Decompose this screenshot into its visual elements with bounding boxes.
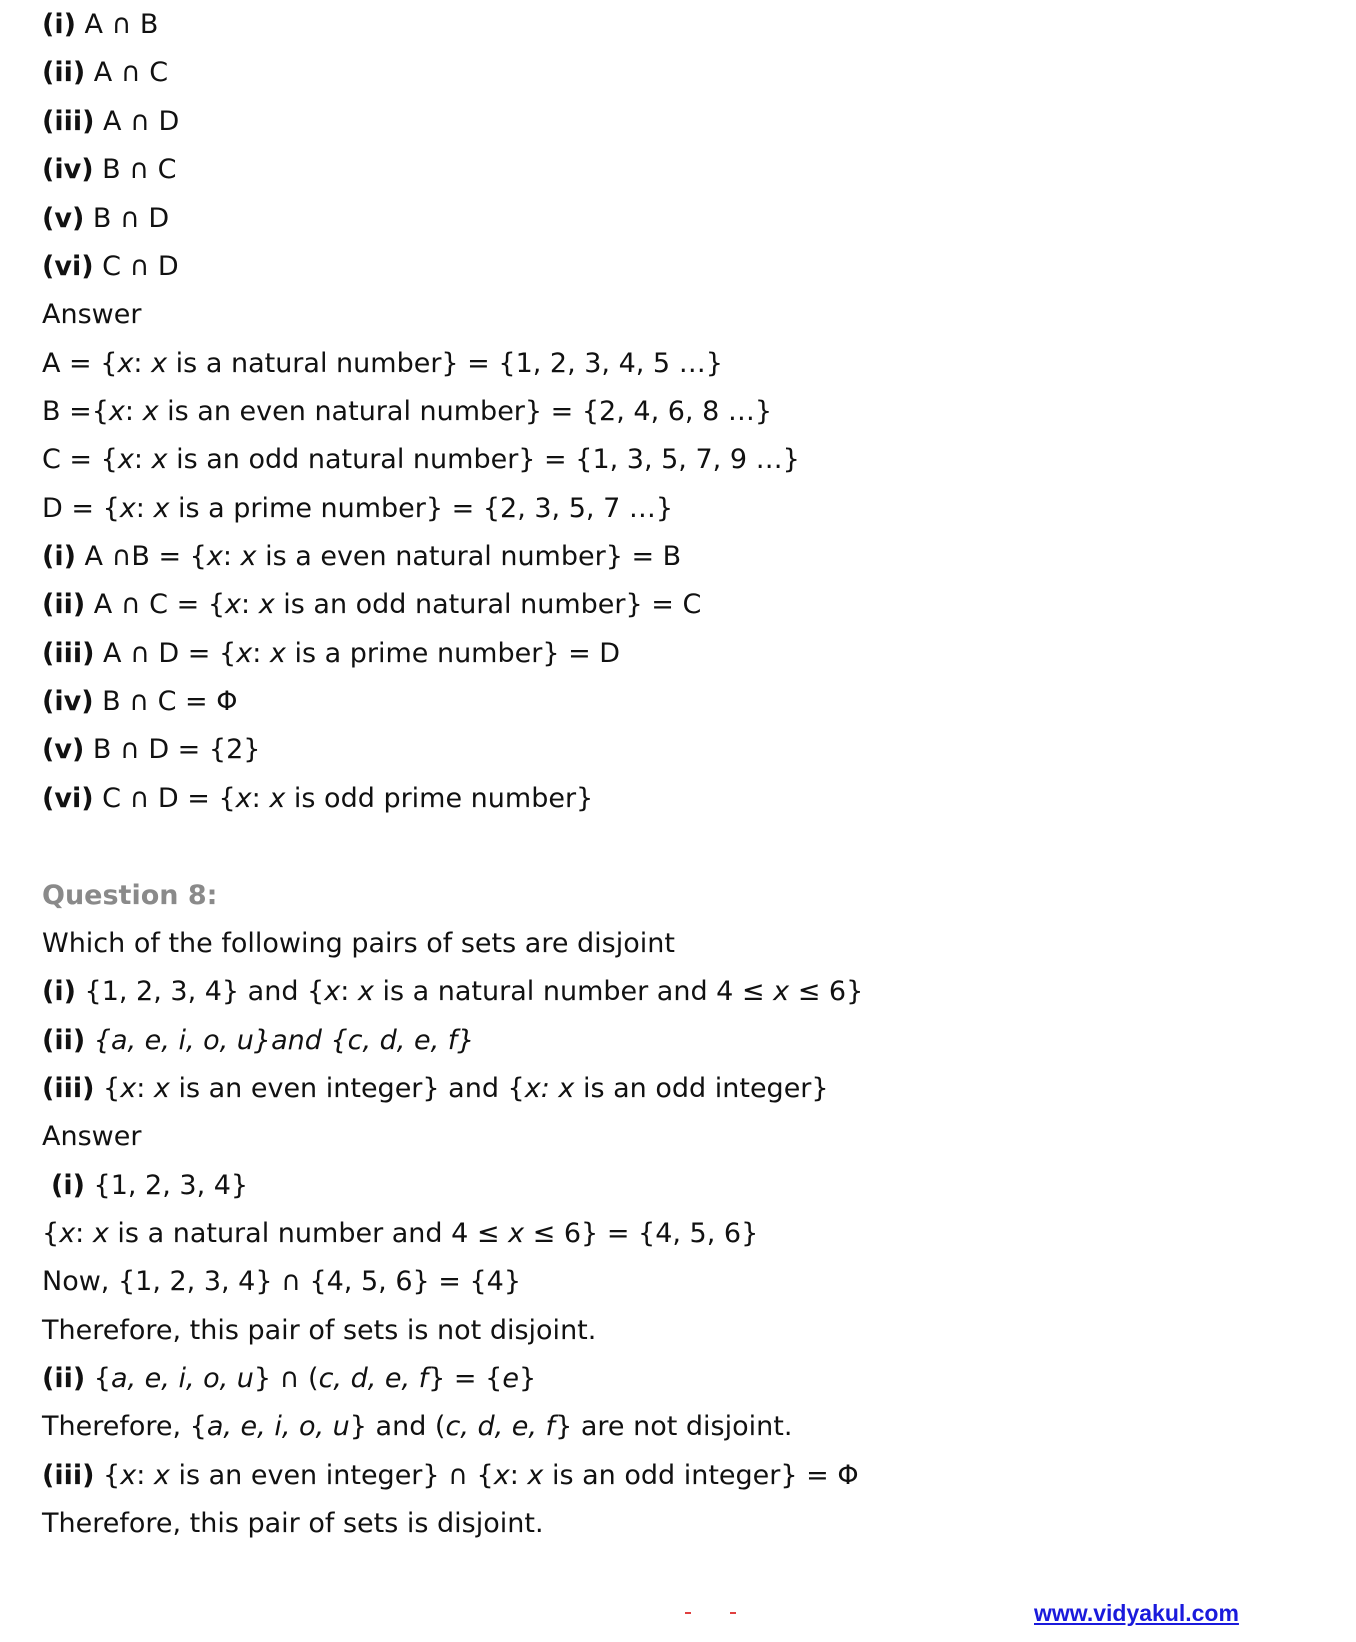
q7-solution-6	[42, 782, 593, 816]
def-sep: :	[124, 396, 143, 427]
sol-pre: A ∩B = {	[75, 541, 207, 572]
text: is an odd integer}	[574, 1073, 829, 1104]
q8-part-1	[42, 975, 863, 1009]
sol-label: (i)	[51, 1170, 85, 1201]
q8-solution-7	[42, 1459, 859, 1493]
text: } are not disjoint.	[555, 1411, 793, 1442]
sol-post: is a even natural number} = B	[256, 541, 682, 572]
q7-part-3	[42, 105, 179, 139]
text: is an even integer} ∩ {	[169, 1460, 494, 1491]
text: } ∩ (	[253, 1363, 319, 1394]
text: :	[340, 976, 358, 1007]
def-pre: B ={	[42, 396, 109, 427]
part-label: (vi)	[42, 251, 94, 282]
sol-mid: :	[252, 638, 270, 669]
def-pre: A = {	[42, 348, 118, 379]
def-var2: x	[151, 348, 168, 379]
sol-var: x	[225, 589, 241, 620]
set-def-a	[42, 347, 723, 381]
def-sep: :	[133, 348, 152, 379]
sol-var: x	[236, 638, 253, 669]
def-var: x	[117, 348, 134, 379]
q7-solution-4	[42, 685, 237, 719]
sol-pre: C ∩ D = {	[93, 783, 236, 814]
def-pre: D = {	[42, 493, 120, 524]
sol-mid: :	[251, 783, 270, 814]
var: c, d, e, f	[318, 1363, 429, 1394]
sol-mid: :	[241, 589, 259, 620]
sol-label: (v)	[42, 734, 85, 765]
text: is an odd integer} = Φ	[543, 1460, 859, 1491]
text: ≤ 6}	[789, 976, 864, 1007]
text: :	[136, 1073, 154, 1104]
var: x	[508, 1218, 525, 1249]
part-label: (i)	[42, 9, 76, 40]
decorative-mark	[685, 1612, 691, 1614]
var: x	[357, 976, 374, 1007]
var: x	[120, 1073, 137, 1104]
part-expr: A ∩ C	[93, 57, 169, 88]
sol-pre: B ∩ C = Φ	[93, 686, 238, 717]
def-sep: :	[133, 444, 152, 475]
sol-label: (ii)	[42, 1363, 86, 1394]
part-expr: C ∩ D	[102, 251, 179, 282]
q7-solution-2	[42, 588, 701, 622]
text: {	[85, 1363, 111, 1394]
footer-site-link[interactable]: www.vidyakul.com	[1034, 1600, 1239, 1626]
var: e	[502, 1363, 519, 1394]
sol-label: (iii)	[42, 638, 95, 669]
text: {	[42, 1218, 60, 1249]
text: is a natural number and 4 ≤	[373, 976, 774, 1007]
var: x	[59, 1218, 76, 1249]
var: a, e, i, o, u	[206, 1411, 350, 1442]
q7-part-1	[42, 8, 158, 42]
sol-label: (ii)	[42, 589, 86, 620]
text: :	[509, 1460, 528, 1491]
q8-solution-8: Therefore, this pair of sets is disjoint.	[42, 1508, 544, 1539]
part-label: (v)	[42, 203, 85, 234]
var: a, e, i, o, u	[110, 1363, 254, 1394]
part-label: (ii)	[42, 1025, 86, 1056]
def-var2: x	[153, 493, 170, 524]
text: {a, e, i, o, u}and {c, d, e, f}	[85, 1025, 475, 1056]
q8-part-3	[42, 1072, 829, 1106]
def-pre: C = {	[42, 444, 118, 475]
q8-answer-label: Answer	[42, 1121, 142, 1152]
text: {	[94, 1073, 121, 1104]
q8-solution-4: Therefore, this pair of sets is not disjoint.	[42, 1315, 597, 1346]
q7-solution-1	[42, 540, 681, 574]
q8-part-2	[42, 1024, 474, 1058]
question-8-prompt: Which of the following pairs of sets are disjoint	[42, 928, 675, 959]
def-desc: is an odd natural number} = {1, 3, 5, 7, 9 …}	[167, 444, 800, 475]
part-label: (iv)	[42, 154, 94, 185]
sol-var2: x	[269, 638, 286, 669]
def-var: x	[117, 444, 134, 475]
q7-part-5	[42, 202, 169, 236]
set-def-d	[42, 492, 673, 526]
q7-part-4	[42, 153, 176, 187]
part-expr: A ∩ B	[84, 9, 159, 40]
var: x	[773, 976, 790, 1007]
part-label: (iii)	[42, 1073, 95, 1104]
part-expr: B ∩ D	[92, 203, 170, 234]
part-expr: B ∩ C	[102, 154, 177, 185]
def-desc: is a prime number} = {2, 3, 5, 7 …}	[169, 493, 674, 524]
var: x	[527, 1460, 544, 1491]
def-desc: is an even natural number} = {2, 4, 6, 8 …}	[158, 396, 773, 427]
text: {1, 2, 3, 4}	[84, 1170, 249, 1201]
sol-pre: B ∩ D = {2}	[84, 734, 261, 765]
var: x	[493, 1460, 510, 1491]
def-var2: x	[151, 444, 168, 475]
text: {1, 2, 3, 4} and {	[75, 976, 325, 1007]
sol-post: is an odd natural number} = C	[274, 589, 702, 620]
part-label: (ii)	[42, 57, 86, 88]
sol-post: is odd prime number}	[285, 783, 594, 814]
decorative-mark	[730, 1612, 736, 1614]
sol-var2: x	[258, 589, 275, 620]
part-label: (i)	[42, 976, 76, 1007]
def-var: x	[119, 493, 136, 524]
q8-solution-1	[51, 1169, 248, 1203]
text: :	[75, 1218, 93, 1249]
sol-label: (iii)	[42, 1460, 95, 1491]
text: } and (	[349, 1411, 446, 1442]
text: {	[94, 1460, 121, 1491]
text: }	[518, 1363, 537, 1394]
sol-mid: :	[222, 541, 241, 572]
sol-pre: A ∩ D = {	[94, 638, 237, 669]
var: x:	[524, 1073, 550, 1104]
q8-solution-6	[42, 1410, 792, 1444]
sol-var2: x	[269, 783, 286, 814]
var: x	[324, 976, 341, 1007]
sol-label: (i)	[42, 541, 76, 572]
text: Therefore, {	[42, 1411, 207, 1442]
var: x	[153, 1460, 170, 1491]
sol-label: (vi)	[42, 783, 94, 814]
sol-var2: x	[240, 541, 257, 572]
var: x	[120, 1460, 137, 1491]
def-var2: x	[142, 396, 159, 427]
part-expr: A ∩ D	[103, 106, 180, 137]
set-def-c	[42, 443, 800, 477]
q7-part-6	[42, 250, 179, 284]
var: x	[92, 1218, 109, 1249]
sol-pre: A ∩ C = {	[85, 589, 226, 620]
set-def-b	[42, 395, 772, 429]
text: :	[136, 1460, 154, 1491]
sol-post: is a prime number} = D	[285, 638, 621, 669]
sol-var: x	[235, 783, 252, 814]
def-desc: is a natural number} = {1, 2, 3, 4, 5 …}	[167, 348, 723, 379]
text: } = {	[428, 1363, 503, 1394]
q7-solution-5	[42, 733, 260, 767]
q7-solution-3	[42, 637, 620, 671]
var: c, d, e, f	[445, 1411, 556, 1442]
var: x	[558, 1073, 575, 1104]
q7-part-2	[42, 56, 168, 90]
text: ≤ 6} = {4, 5, 6}	[524, 1218, 759, 1249]
def-var: x	[108, 396, 125, 427]
text: is an even integer} and {	[169, 1073, 525, 1104]
q8-solution-2	[42, 1217, 758, 1251]
part-label: (iii)	[42, 106, 95, 137]
var: x	[153, 1073, 170, 1104]
sol-label: (iv)	[42, 686, 94, 717]
text: is a natural number and 4 ≤	[108, 1218, 509, 1249]
q7-answer-label: Answer	[42, 299, 142, 330]
sol-var: x	[206, 541, 223, 572]
question-8-heading: Question 8:	[42, 880, 218, 911]
def-sep: :	[135, 493, 154, 524]
q8-solution-5	[42, 1362, 536, 1396]
q8-solution-3: Now, {1, 2, 3, 4} ∩ {4, 5, 6} = {4}	[42, 1266, 521, 1297]
